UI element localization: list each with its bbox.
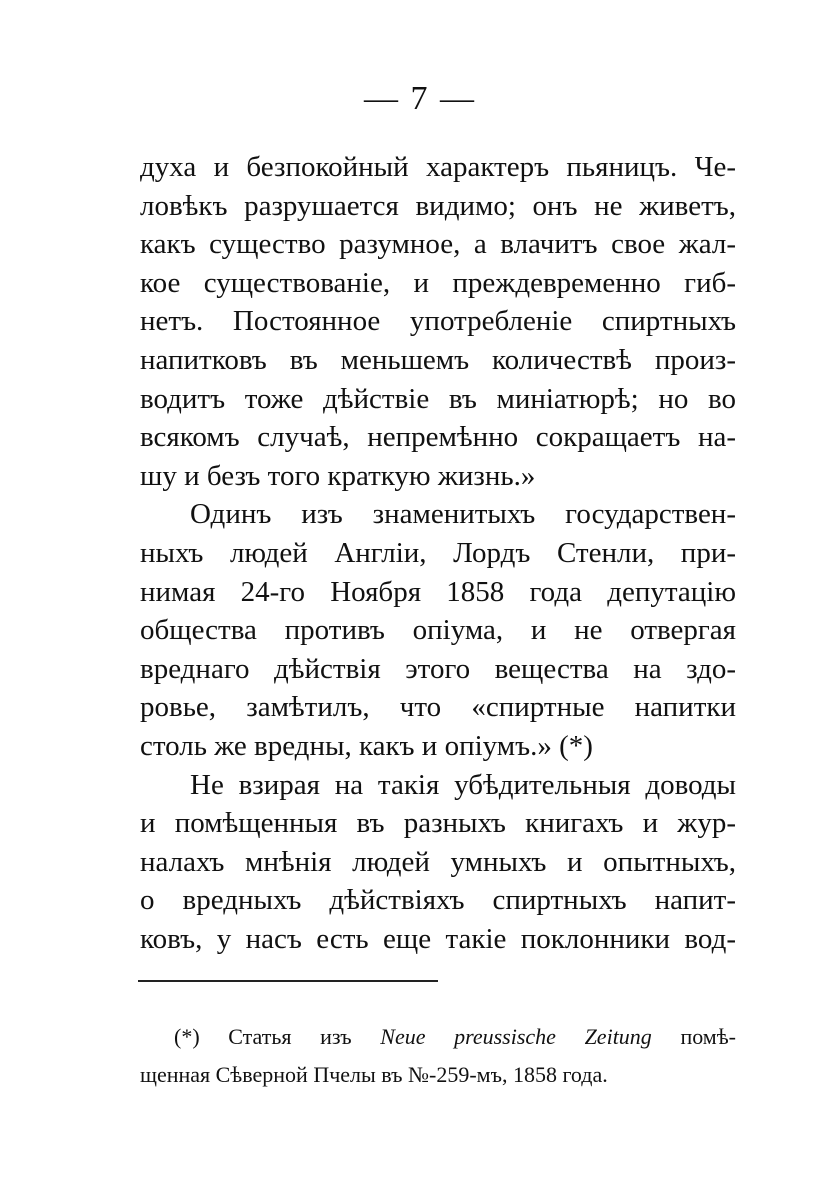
paragraph: [140, 766, 736, 959]
text-line: и помѣщенныя въ разныхъ книгахъ и жур-: [140, 807, 736, 840]
newspaper-title: Neue preussische Zeitung: [380, 1024, 652, 1049]
text-line: Не взирая на такія убѣдительныя доводы: [190, 768, 736, 801]
page-number: — 7 —: [364, 80, 476, 117]
footnote-line: щенная Сѣверной Пчелы въ №-259-мъ, 1858 года.: [140, 1062, 608, 1087]
text-line: водитъ тоже дѣйствіе въ миніатюрѣ; но во: [140, 382, 736, 415]
text-line: всякомъ случаѣ, непремѣнно сокращаетъ на-: [140, 421, 736, 454]
text-line: ныхъ людей Англіи, Лордъ Стенли, при-: [140, 536, 736, 569]
text-line: вреднаго дѣйствія этого вещества на здо-: [140, 652, 736, 685]
paragraph: [140, 495, 736, 765]
text-line: нетъ. Постоянное употребленіе спиртныхъ: [140, 305, 736, 338]
text-line: какъ существо разумное, а влачитъ свое жал-: [140, 228, 736, 261]
footnote-text: помѣ-: [651, 1024, 736, 1049]
text-line: ковъ, у насъ есть еще такіе поклонники вод-: [140, 922, 736, 955]
text-line: нимая 24-го Ноября 1858 года депутацію: [140, 575, 736, 608]
footnote-text: (*) Статья изъ: [174, 1024, 381, 1049]
text-line: Одинъ изъ знаменитыхъ государствен-: [190, 498, 736, 531]
text-line: ловѣкъ разрушается видимо; онъ не живетъ,: [140, 189, 736, 222]
footnote-separator: [138, 980, 438, 982]
text-line: напитковъ въ меньшемъ количествѣ произ-: [140, 343, 736, 376]
text-line: духа и безпокойный характеръ пьяницъ. Че-: [140, 151, 736, 183]
text-line: кое существованіе, и преждевременно гиб-: [140, 266, 736, 299]
text-line: налахъ мнѣнія людей умныхъ и опытныхъ,: [140, 845, 736, 878]
footnote-line: [140, 1018, 736, 1056]
text-line: столь же вредны, какъ и опіумъ.» (*): [140, 729, 593, 762]
text-line: о вредныхъ дѣйствіяхъ спиртныхъ напит-: [140, 884, 736, 917]
text-line: шу и безъ того краткую жизнь.»: [140, 459, 536, 492]
body-text: [140, 148, 736, 958]
paragraph: [140, 148, 736, 495]
text-line: общества противъ опіума, и не отвергая: [140, 614, 736, 647]
footnote: [140, 1018, 736, 1094]
text-line: ровье, замѣтилъ, что «спиртные напитки: [140, 691, 736, 724]
